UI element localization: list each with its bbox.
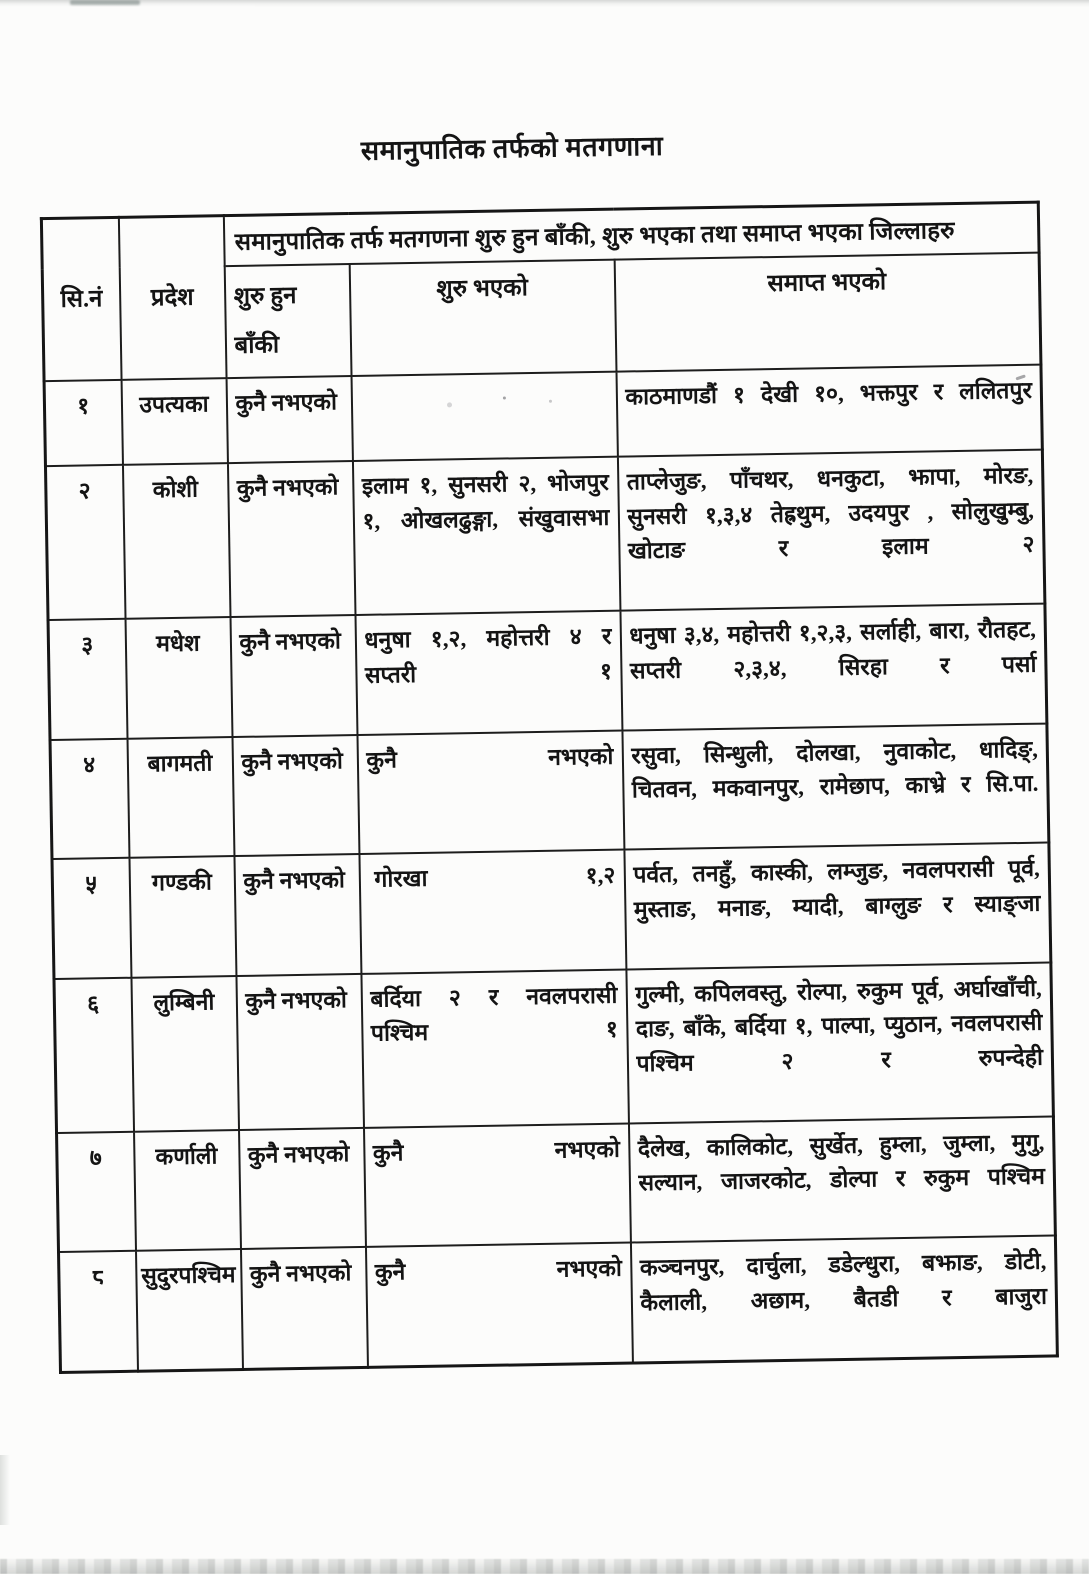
not-started-cell: कुनै नभएको [234,854,361,976]
serial-cell: ६ [54,978,134,1133]
scan-artifact-left-edge [0,1455,10,1525]
finished-cell: ताप्लेजुङ, पाँचथर, धनकुटा, झापा, मोरङ, सुनसरी १,३,४ तेह्रथुम, उदयपुर , सोलुखुम्बु, खोटाङ र इलाम २ [617,450,1045,611]
table-row [54,962,1053,1133]
header-group: समानुपातिक तर्फ मतगणना शुरु हुन बाँकी, शुरु भएका तथा समाप्त भएका जिल्लाहरु [223,202,1039,266]
scan-artifact-top-edge [0,0,1089,7]
scan-artifact-dots [502,397,505,400]
table-row [52,843,1051,979]
table-row [50,723,1049,859]
started-cell [351,372,617,461]
table-row [48,604,1047,740]
header-not-started: शुरु हुन बाँकी [224,264,351,378]
not-started-cell: कुनै नभएको [227,461,355,617]
province-cell: सुदुरपश्चिम [136,1249,243,1371]
serial-cell: ७ [57,1132,136,1253]
province-cell: लुम्बिनी [131,976,239,1132]
province-cell: उपत्यका [121,378,227,465]
not-started-cell: कुनै नभएको [232,735,359,857]
serial-cell: ४ [50,739,129,860]
serial-cell: ८ [59,1251,138,1372]
table-row [45,450,1044,621]
finished-text: काठमाणडौं १ देखी १०, भक्तपुर र ललितपुर [625,378,1033,410]
started-cell: कुनै नभएको [363,1123,630,1247]
serial-cell: ३ [48,619,127,740]
document-content [39,120,1059,1374]
not-started-cell: कुनै नभएको [240,1247,367,1369]
not-started-cell: कुनै नभएको [226,376,352,463]
serial-cell: ५ [52,858,131,979]
province-cell: कोशी [122,463,230,619]
province-cell: कर्णाली [134,1130,241,1251]
scan-artifact-bottom-edge [0,1559,1089,1574]
finished-cell: गुल्मी, कपिलवस्तु, रोल्पा, रुकुम पूर्व, अर्घाखाँची, दाङ, बाँके, बर्दिया १, पाल्पा, प्युठान, नवलपरासी पश्चिम २ र रुपन्देही [626,962,1054,1123]
table-row [44,365,1042,467]
not-started-cell: कुनै नभएको [239,1128,366,1250]
started-cell: धनुषा १,२, महोत्तरी ४ र सप्तरी १ [355,611,622,735]
page-title: समानुपातिक तर्फको मतगणाना [360,130,664,166]
header-started: शुरु भएको [349,260,616,377]
started-cell: कुनै नभएको [365,1243,632,1367]
province-cell: बागमती [127,737,234,858]
province-cell: गण्डकी [129,856,236,977]
province-cell: मधेश [125,617,232,738]
table-row [59,1236,1058,1373]
started-cell: कुनै नभएको [357,730,624,854]
finished-cell: पर्वत, तनहुँ, कास्की, लम्जुङ, नवलपरासी पूर्व, मुस्ताङ, मनाङ, म्यादी, बाग्लुङ र स्याङ्जा [624,843,1051,970]
finished-cell: दैलेख, कालिकोट, सुर्खेत, हुम्ला, जुम्ला, मुगु, सल्यान, जाजरकोट, डोल्पा र रुकुम पश्चिम [628,1116,1055,1243]
serial-cell: २ [45,465,125,620]
finished-cell [616,365,1042,457]
finished-cell: रसुवा, सिन्धुली, दोलखा, नुवाकोट, धादिङ्, चितवन, मकवानपुर, रामेछाप, काभ्रे र सि.पा. [622,723,1049,850]
header-serial: सि.नं [41,217,121,381]
header-province: प्रदेश [118,216,226,381]
started-cell: बर्दिया २ र नवलपरासी पश्चिम १ [361,969,629,1127]
started-cell: गोरखा १,२ [359,850,626,974]
finished-cell: धनुषा ३,४, महोत्तरी १,२,३, सर्लाही, बारा, रौतहट, सप्तरी २,३,४, सिरहा र पर्सा [620,604,1047,731]
table-row [57,1116,1056,1252]
header-finished: समाप्त भएको [614,253,1041,372]
serial-cell: १ [44,380,122,466]
started-cell: इलाम १, सुनसरी २, भोजपुर १, ओखलढुङ्गा, संखुवासभा [352,457,620,615]
not-started-cell: कुनै नभएको [236,974,364,1130]
not-started-cell: कुनै नभएको [230,615,357,737]
finished-cell: कञ्चनपुर, दार्चुला, डडेल्धुरा, बझाङ, डोटी, कैलाली, अछाम, बैतडी र बाजुरा [630,1236,1057,1363]
vote-counting-table [40,201,1059,1374]
